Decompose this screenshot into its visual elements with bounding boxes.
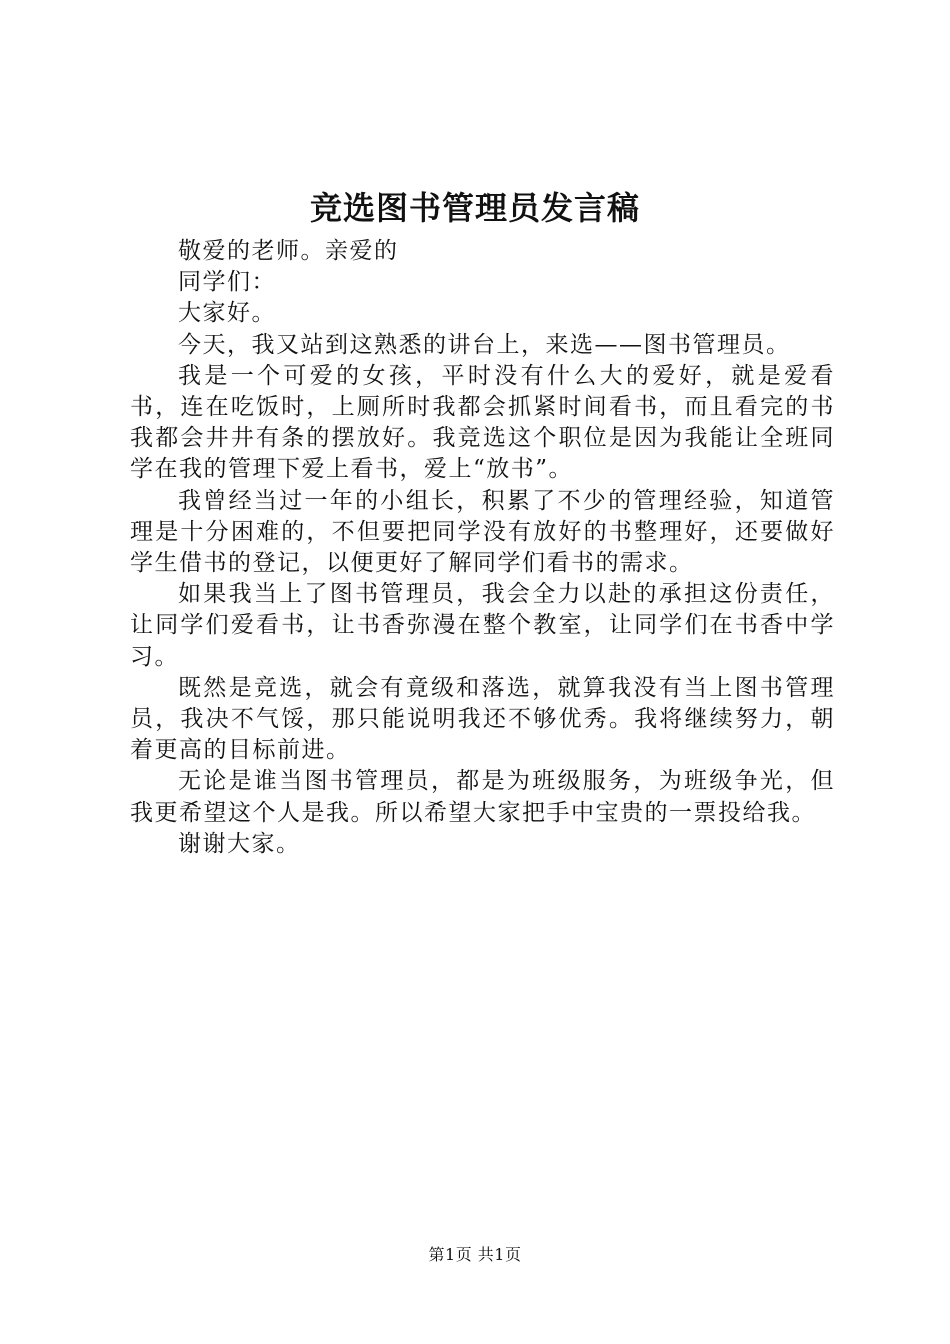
paragraph-appeal: 无论是谁当图书管理员，都是为班级服务，为班级争光，但我更希望这个人是我。所以希望大家把手中宝贵的一票投给我。: [130, 768, 835, 826]
paragraph-about-me: 我是一个可爱的女孩，平时没有什么大的爱好，就是爱看书，连在吃饭时，上厕所时我都会抓紧时间看书，而且看完的书我都会井井有条的摆放好。我竞选这个职位是因为我能让全班同学在我的管理下爱上看书，爱上“放书”。: [130, 362, 835, 483]
paragraph-experience: 我曾经当过一年的小组长，积累了不少的管理经验，知道管理是十分困难的，不但要把同学没有放好的书整理好，还要做好学生借书的登记，以便更好了解同学们看书的需求。: [130, 487, 835, 577]
document-body: [130, 236, 835, 860]
document-title: 竞选图书管理员发言稿: [309, 189, 640, 227]
paragraph-promise: 如果我当上了图书管理员，我会全力以赴的承担这份责任，让同学们爱看书，让书香弥漫在整个教室，让同学们在书香中学习。: [130, 581, 835, 670]
paragraph-attitude: 既然是竞选，就会有竟级和落选，就算我没有当上图书管理员，我决不气馁，那只能说明我还不够优秀。我将继续努力，朝着更高的目标前进。: [130, 674, 835, 764]
paragraph-thanks: 谢谢大家。: [178, 830, 301, 857]
paragraph-greeting: 大家好。: [178, 300, 276, 327]
paragraph-salutation-continued: 同学们：: [178, 269, 276, 296]
page-number-footer: 第1页 共1页: [428, 1245, 522, 1264]
paragraph-salutation: 敬爱的老师。亲爱的: [178, 238, 399, 264]
paragraph-intro: 今天，我又站到这熟悉的讲台上，来选——图书管理员。: [178, 331, 791, 358]
